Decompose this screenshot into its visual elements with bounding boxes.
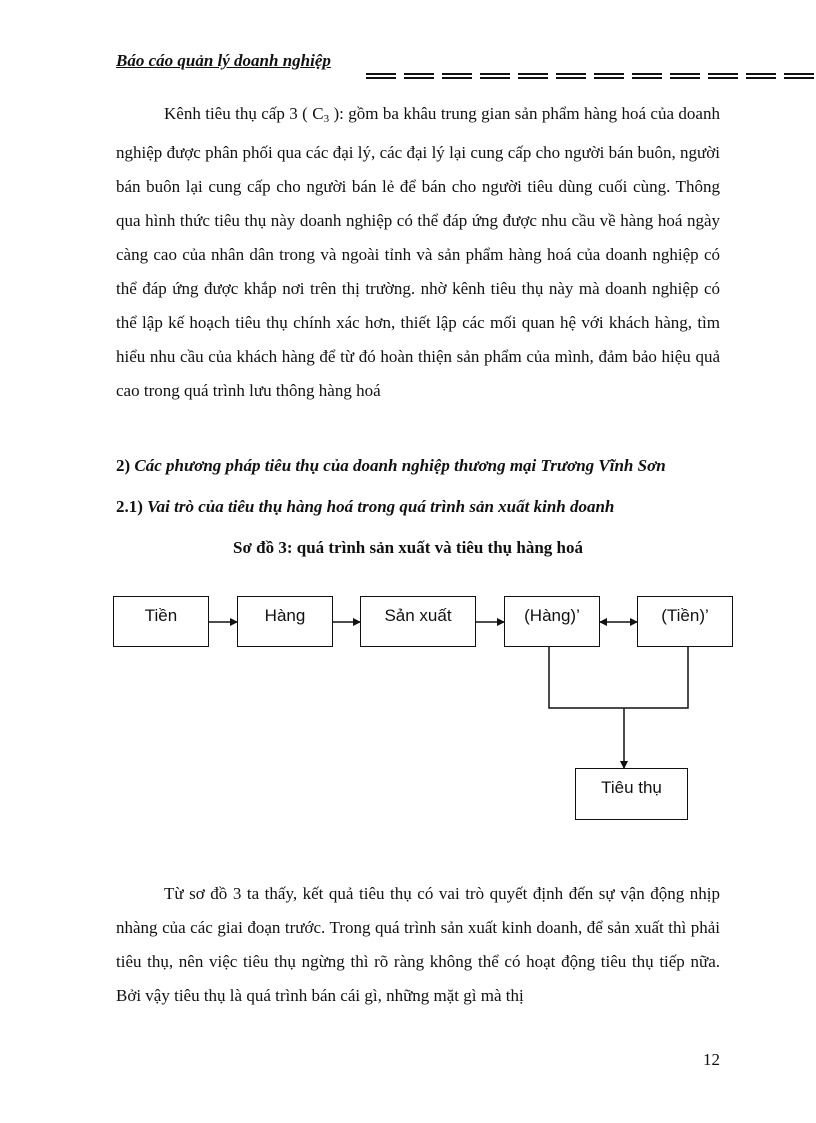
intro-subscript: 3 (323, 113, 330, 125)
intro-text: ): gồm ba khâu trung gian sản phẩm hàng hoá của doanh nghiệp được phân phối qua các đại lý, các đại lý lại cung cấp cho người bán buôn, người bán buôn lại cung cấp cho người bán lẻ để bán cho người tiêu dùng cuối cùng. Thông qua hình thức tiêu thụ này doanh nghiệp có thể đáp ứng được nhu cầu về hàng hoá ngày càng cao của nhân dân trong và ngoài tỉnh và sản phẩm hàng hoá của doanh nghiệp có thể đáp ứng được khắp nơi trên thị trường. nhờ kênh tiêu thụ này mà doanh nghiệp có thể lập kế hoạch tiêu thụ chính xác hơn, thiết lập các mối quan hệ với khách hàng, tìm hiểu nhu cầu của khách hàng để từ đó hoàn thiện sản phẩm của mình, đảm bảo hiệu quả cao trong quá trình lưu thông hàng hoá (116, 104, 720, 400)
page-number: 12 (703, 1050, 720, 1069)
section-2-1-title: Vai trò của tiêu thụ hàng hoá trong quá trình sản xuất kinh doanh (147, 497, 615, 516)
diagram-title: Sơ đồ 3: quá trình sản xuất và tiêu thụ hàng hoá (233, 538, 583, 557)
box-hang: Hàng (237, 596, 333, 647)
closing-paragraph (116, 877, 720, 1013)
closing-text: Từ sơ đồ 3 ta thấy, kết quả tiêu thụ có vai trò quyết định đến sự vận động nhịp nhàng của các giai đoạn trước. Trong quá trình sản xuất kinh doanh, để sản xuất thì phải tiêu thụ, nên việc tiêu thụ ngừng thì rõ ràng không thể có hoạt động tiêu thụ tiếp nữa. Bởi vậy tiêu thụ là quá trình bán cái gì, những mặt gì mà thị (116, 884, 720, 1005)
box-tien: Tiền (113, 596, 209, 647)
header-title: Báo cáo quản lý doanh nghiệp (116, 51, 331, 70)
intro-lead: Kênh tiêu thụ cấp 3 ( C (164, 104, 324, 123)
section-2-number: 2) (116, 456, 131, 475)
box-tieu-thu: Tiêu thụ (575, 768, 688, 820)
box-hang-prime: (Hàng)’ (504, 596, 600, 647)
box-tien-prime: (Tiền)’ (637, 596, 733, 647)
section-2-1-number: 2.1) (116, 497, 143, 516)
section-2-title: Các phương pháp tiêu thụ của doanh nghiệp thương mại Trương Vĩnh Sơn (134, 456, 666, 475)
box-san-xuat: Sản xuất (360, 596, 476, 647)
connector-to-tieuthu (549, 647, 688, 708)
